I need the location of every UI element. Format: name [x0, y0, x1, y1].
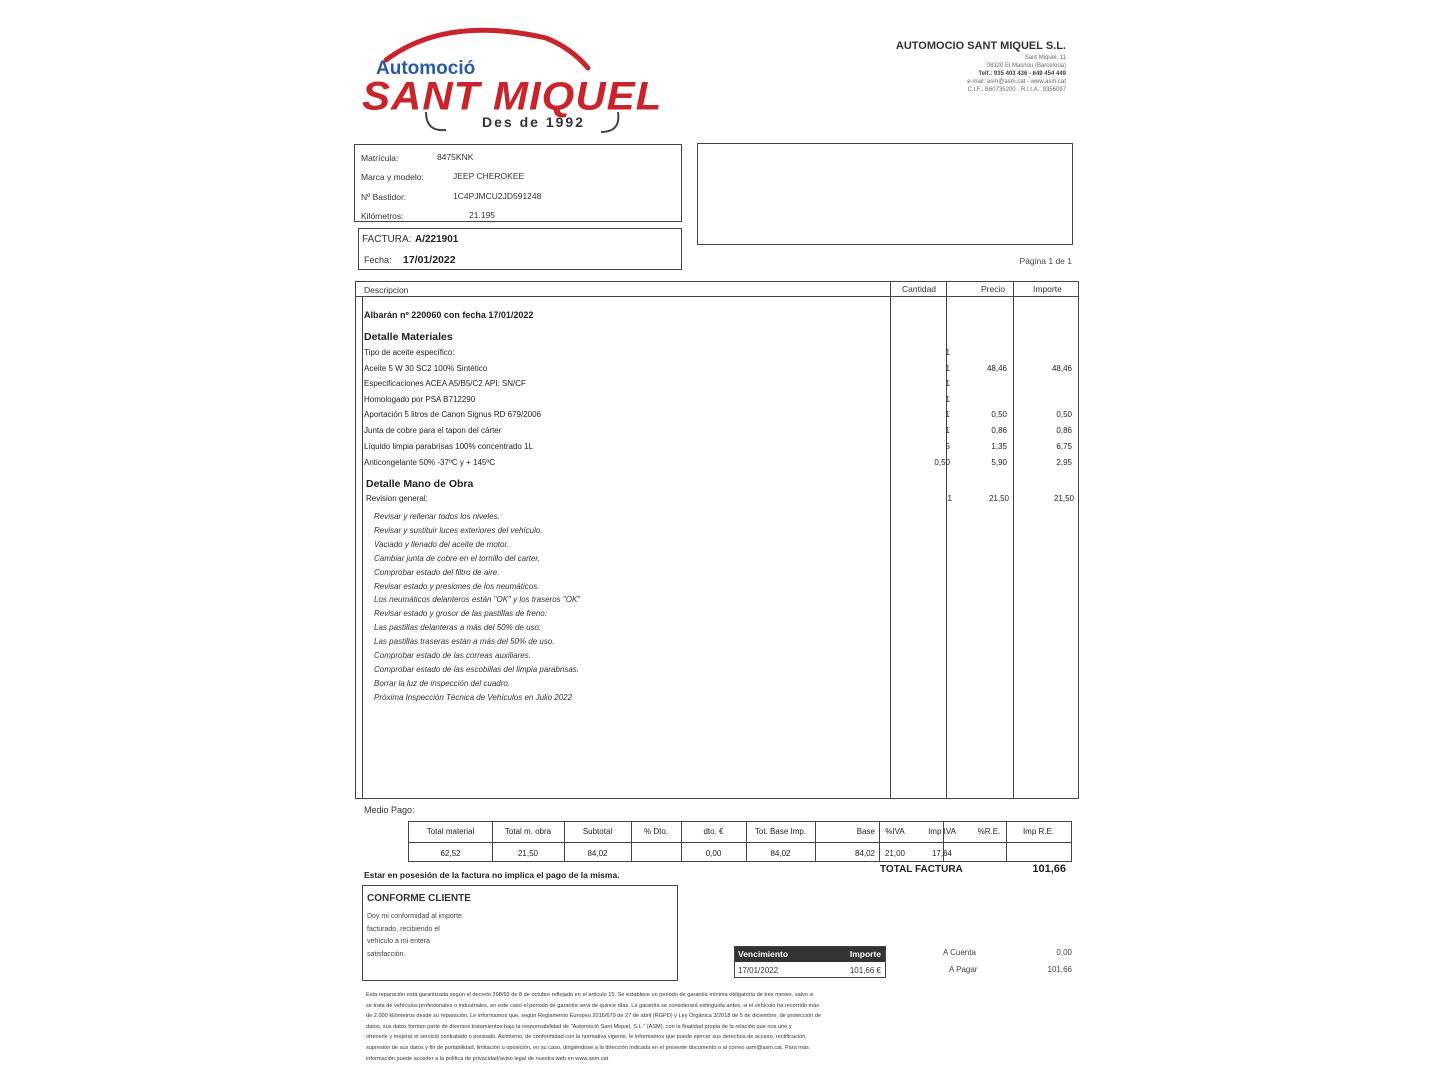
task-list — [374, 510, 580, 705]
list-item: Comprobar estado del filtro de aire. — [374, 567, 500, 577]
total-mobra-header: Total m. obra — [504, 827, 552, 836]
list-item: Revisar y sustituir luces exteriores del vehículo. — [374, 525, 543, 535]
subtotal-header: Subtotal — [582, 827, 613, 836]
col-descripcion: Descripcion — [364, 285, 409, 295]
pct-re-header: %R.E. — [977, 827, 1001, 836]
pct-iva-header: %IVA — [885, 827, 905, 836]
row-price: 48,46 — [986, 364, 1007, 373]
fecha-label: Fecha: — [364, 255, 392, 265]
imp-iva-value: 17,64 — [931, 849, 953, 858]
row-price: 5,90 — [991, 458, 1007, 467]
base-header: Base — [856, 827, 875, 836]
row-qty: 1 — [945, 379, 950, 388]
row-qty: 1 — [945, 395, 950, 404]
table-row — [364, 442, 1074, 454]
pct-dto-header: % Dto. — [643, 827, 668, 836]
list-item: Las pastillas traseras están a más del 50% de uso. — [374, 637, 555, 647]
row-amount: 0,50 — [1056, 410, 1072, 419]
row-amount: 21,50 — [1053, 494, 1074, 503]
albaran-line: Albarán nº 220060 con fecha 17/01/2022 — [364, 310, 534, 320]
invoice-number-box — [358, 228, 682, 270]
company-address: Sant Miquel, 11 — [1024, 55, 1066, 61]
company-logo — [356, 20, 696, 140]
row-qty: 1 — [947, 494, 952, 503]
conforme-title: CONFORME CLIENTE — [367, 893, 471, 904]
table-row — [364, 395, 1074, 407]
company-ids: C.I.F.: B60735200 - R.I.I.A.: 9356097 — [967, 87, 1066, 93]
dto-eur-value: 0,00 — [705, 849, 722, 858]
logo-line2: SANT MIQUEL — [362, 73, 663, 118]
row-desc: Tipo de aceite específico: — [364, 348, 455, 357]
materiales-title: Detalle Materiales — [364, 331, 453, 343]
list-item: Revisar y rellenar todos los niveles. — [374, 512, 500, 521]
total-factura-value: 101,66 — [1032, 863, 1066, 875]
row-qty: 1 — [945, 364, 950, 373]
imp-iva-header: Imp IVA — [928, 827, 956, 836]
totals-values — [409, 849, 1071, 861]
table-row — [364, 426, 1074, 438]
model-value: JEEP CHEROKEE — [453, 171, 525, 181]
subtotal-value: 84,02 — [587, 849, 608, 858]
vencimiento-date: 17/01/2022 — [738, 966, 779, 975]
table-row — [364, 410, 1074, 422]
row-price: 1,35 — [991, 442, 1007, 451]
pct-iva-value: 21,00 — [884, 849, 906, 858]
row-amount: 6,75 — [1056, 442, 1072, 451]
vehicle-box — [354, 144, 682, 222]
row-desc: Anticongelante 50% -37ºC y + 145ºC — [364, 458, 496, 467]
medio-pago-label: Medio Pago: — [364, 805, 415, 815]
mano-row — [366, 494, 1074, 506]
row-desc: Líquido limpia parabrisas 100% concentrado 1L — [364, 442, 533, 451]
page-counter: Página 1 de 1 — [1019, 256, 1072, 266]
table-row — [364, 458, 1074, 470]
customer-box — [697, 143, 1073, 245]
dto-eur-header: dto. € — [703, 827, 724, 836]
row-amount: 2,95 — [1056, 458, 1072, 467]
row-qty: 5 — [945, 442, 950, 451]
km-value: 21.195 — [469, 210, 495, 220]
row-amount: 0,86 — [1056, 426, 1072, 435]
factura-value: A/221901 — [415, 234, 459, 245]
factura-label: FACTURA: — [362, 234, 412, 245]
row-qty: 1 — [945, 410, 950, 419]
legal-text: Esta reparación está garantizada según el decreto 298/93 de 8 de octubre reflejado en el artículo 15. Se establece un periodo de garantía mínima obligatoria de tres meses, salvo si se trata de vehículos profesionales o industriales, en este caso el periodo de garantía será de quince días. La garantía se considerará extinguida antes, si el vehículo ha recorrido más de 2.000 kilómetros desde su reparación. Le informamos que, según Reglamento Europeo 2016/679 de 27 de abril (RGPD) y Ley Orgánica 3/2018 de 5 de diciembre, de protección de datos, sus datos forman parte de diversos tratamientos bajo la responsabilidad de "Automoció Sant Miquel, S.L." (ASM), con la finalidad propia de la relación que nos une y ofrecerle y mejorar el servicio contratado o prestado. Asimismo, de conformidad con la normativa vigente, le informamos que puede ejercer sus derechos de acceso, rectificación, supresión de sus datos y fin de portabilidad, limitación u oposición, en su caso, dirigiéndose a la dirección indicada en el presente documento o al correo asm@asm.cat. Para más información puede acceder a la política de privacidad/aviso legal de nuestra web en www.asm.cat — [366, 992, 821, 1062]
list-item: Cambiar junta de cobre en el tornillo del carter. — [374, 553, 541, 563]
total-material-header: Total material — [426, 827, 475, 836]
plate-value: 8475KNK — [437, 152, 474, 162]
logo-line3: Des de 1992 — [482, 114, 585, 130]
list-item: Revisar estado y grosor de las pastillas de freno: — [374, 609, 547, 619]
table-row — [364, 379, 1074, 391]
list-item: Próxima Inspección Técnica de Vehículos en Julio 2022 — [374, 692, 573, 702]
invoice-page — [342, 0, 1098, 1080]
a-pagar-label: A Pagar — [949, 965, 978, 974]
row-desc: Especificaciones ACEA A5/B5/C2 API: SN/CF — [364, 379, 526, 388]
list-item: Borrar la luz de inspección del cuadro. — [374, 678, 511, 688]
row-qty: 1 — [945, 426, 950, 435]
conforme-text: Doy mi conformidad al importe facturado, recibiendo el vehículo a mi entera satisfacción. — [367, 913, 462, 958]
company-email: e-mail: asm@asm.cat - www.asm.cat — [967, 79, 1066, 85]
model-label: Marca y modelo: — [361, 172, 424, 182]
fecha-value: 17/01/2022 — [403, 254, 456, 266]
col-cantidad: Cantidad — [902, 284, 937, 294]
a-cuenta-value: 0,00 — [1056, 948, 1072, 957]
list-item: Revisar estado y presiones de los neumáticos. — [374, 581, 540, 591]
totals-table — [408, 821, 1072, 862]
frame-value: 1C4PJMCU2JD591248 — [453, 191, 542, 201]
conforme-cliente-box — [362, 885, 678, 981]
col-precio: Precio — [981, 284, 1006, 294]
list-item: Las pastillas delanteras a más del 50% de uso. — [374, 623, 542, 633]
row-price: 21,50 — [988, 494, 1009, 503]
row-desc: Homologado por PSA B712290 — [364, 395, 476, 404]
imp-re-header: Imp R.E. — [1022, 827, 1055, 836]
plate-label: Matrícula: — [361, 153, 399, 163]
items-table — [355, 281, 1079, 799]
row-desc: Aceite 5 W 30 SC2 100% Sintético — [364, 364, 488, 373]
table-row — [364, 348, 1074, 360]
row-desc: Aportación 5 litros de Canon Signus RD 679/2006 — [364, 410, 541, 419]
row-desc: Revision general: — [366, 494, 428, 503]
row-qty: 1 — [945, 348, 950, 357]
logo-line1: Automoció — [376, 58, 476, 79]
col-importe: Importe — [1033, 284, 1062, 294]
totals-header — [409, 827, 1071, 839]
company-phone: Telf.: 935 403 436 - 649 454 449 — [978, 71, 1066, 77]
row-amount: 48,46 — [1051, 364, 1072, 373]
row-price: 0,86 — [991, 426, 1007, 435]
list-item: Los neumáticos delanteros están "OK" y los traseros "OK" — [374, 595, 581, 605]
total-material-value: 62,52 — [440, 849, 461, 858]
company-name: AUTOMOCIO SANT MIQUEL S.L. — [895, 40, 1066, 52]
a-cuenta-label: A Cuenta — [943, 948, 976, 957]
list-item: Comprobar estado de las correas auxiliares. — [374, 651, 531, 661]
km-label: Kilómetros: — [361, 211, 404, 221]
total-mobra-value: 21,50 — [517, 849, 539, 858]
vencimiento-table — [734, 946, 886, 978]
vencimiento-amount: 101,66 € — [849, 966, 881, 975]
list-item: Vaciado y llenado del aceite de motor. — [374, 539, 510, 549]
a-pagar-value: 101,66 — [1047, 965, 1072, 974]
table-row — [364, 364, 1074, 376]
row-qty: 0,50 — [934, 458, 950, 467]
row-desc: Junta de cobre para el tapon del cárter — [364, 426, 502, 435]
base-value: 84,02 — [854, 849, 875, 858]
frame-label: Nº Bastidor: — [361, 192, 407, 202]
tot-base-value: 84,02 — [770, 849, 791, 858]
company-city: 08320 El Masnou (Barcelona) — [986, 63, 1066, 69]
list-item: Comprobar estado de las escobillas del limpia parabrisas. — [374, 664, 579, 674]
vencimiento-header: Vencimiento — [738, 949, 789, 959]
total-factura-label: TOTAL FACTURA — [880, 864, 963, 875]
tot-base-header: Tot. Base Imp. — [754, 827, 807, 836]
mano-title: Detalle Mano de Obra — [366, 478, 474, 490]
importe-header: Importe — [849, 949, 881, 959]
row-price: 0,50 — [991, 410, 1007, 419]
payment-notice: Estar en posesión de la factura no implica el pago de la misma. — [364, 870, 620, 880]
company-info — [806, 40, 1066, 93]
